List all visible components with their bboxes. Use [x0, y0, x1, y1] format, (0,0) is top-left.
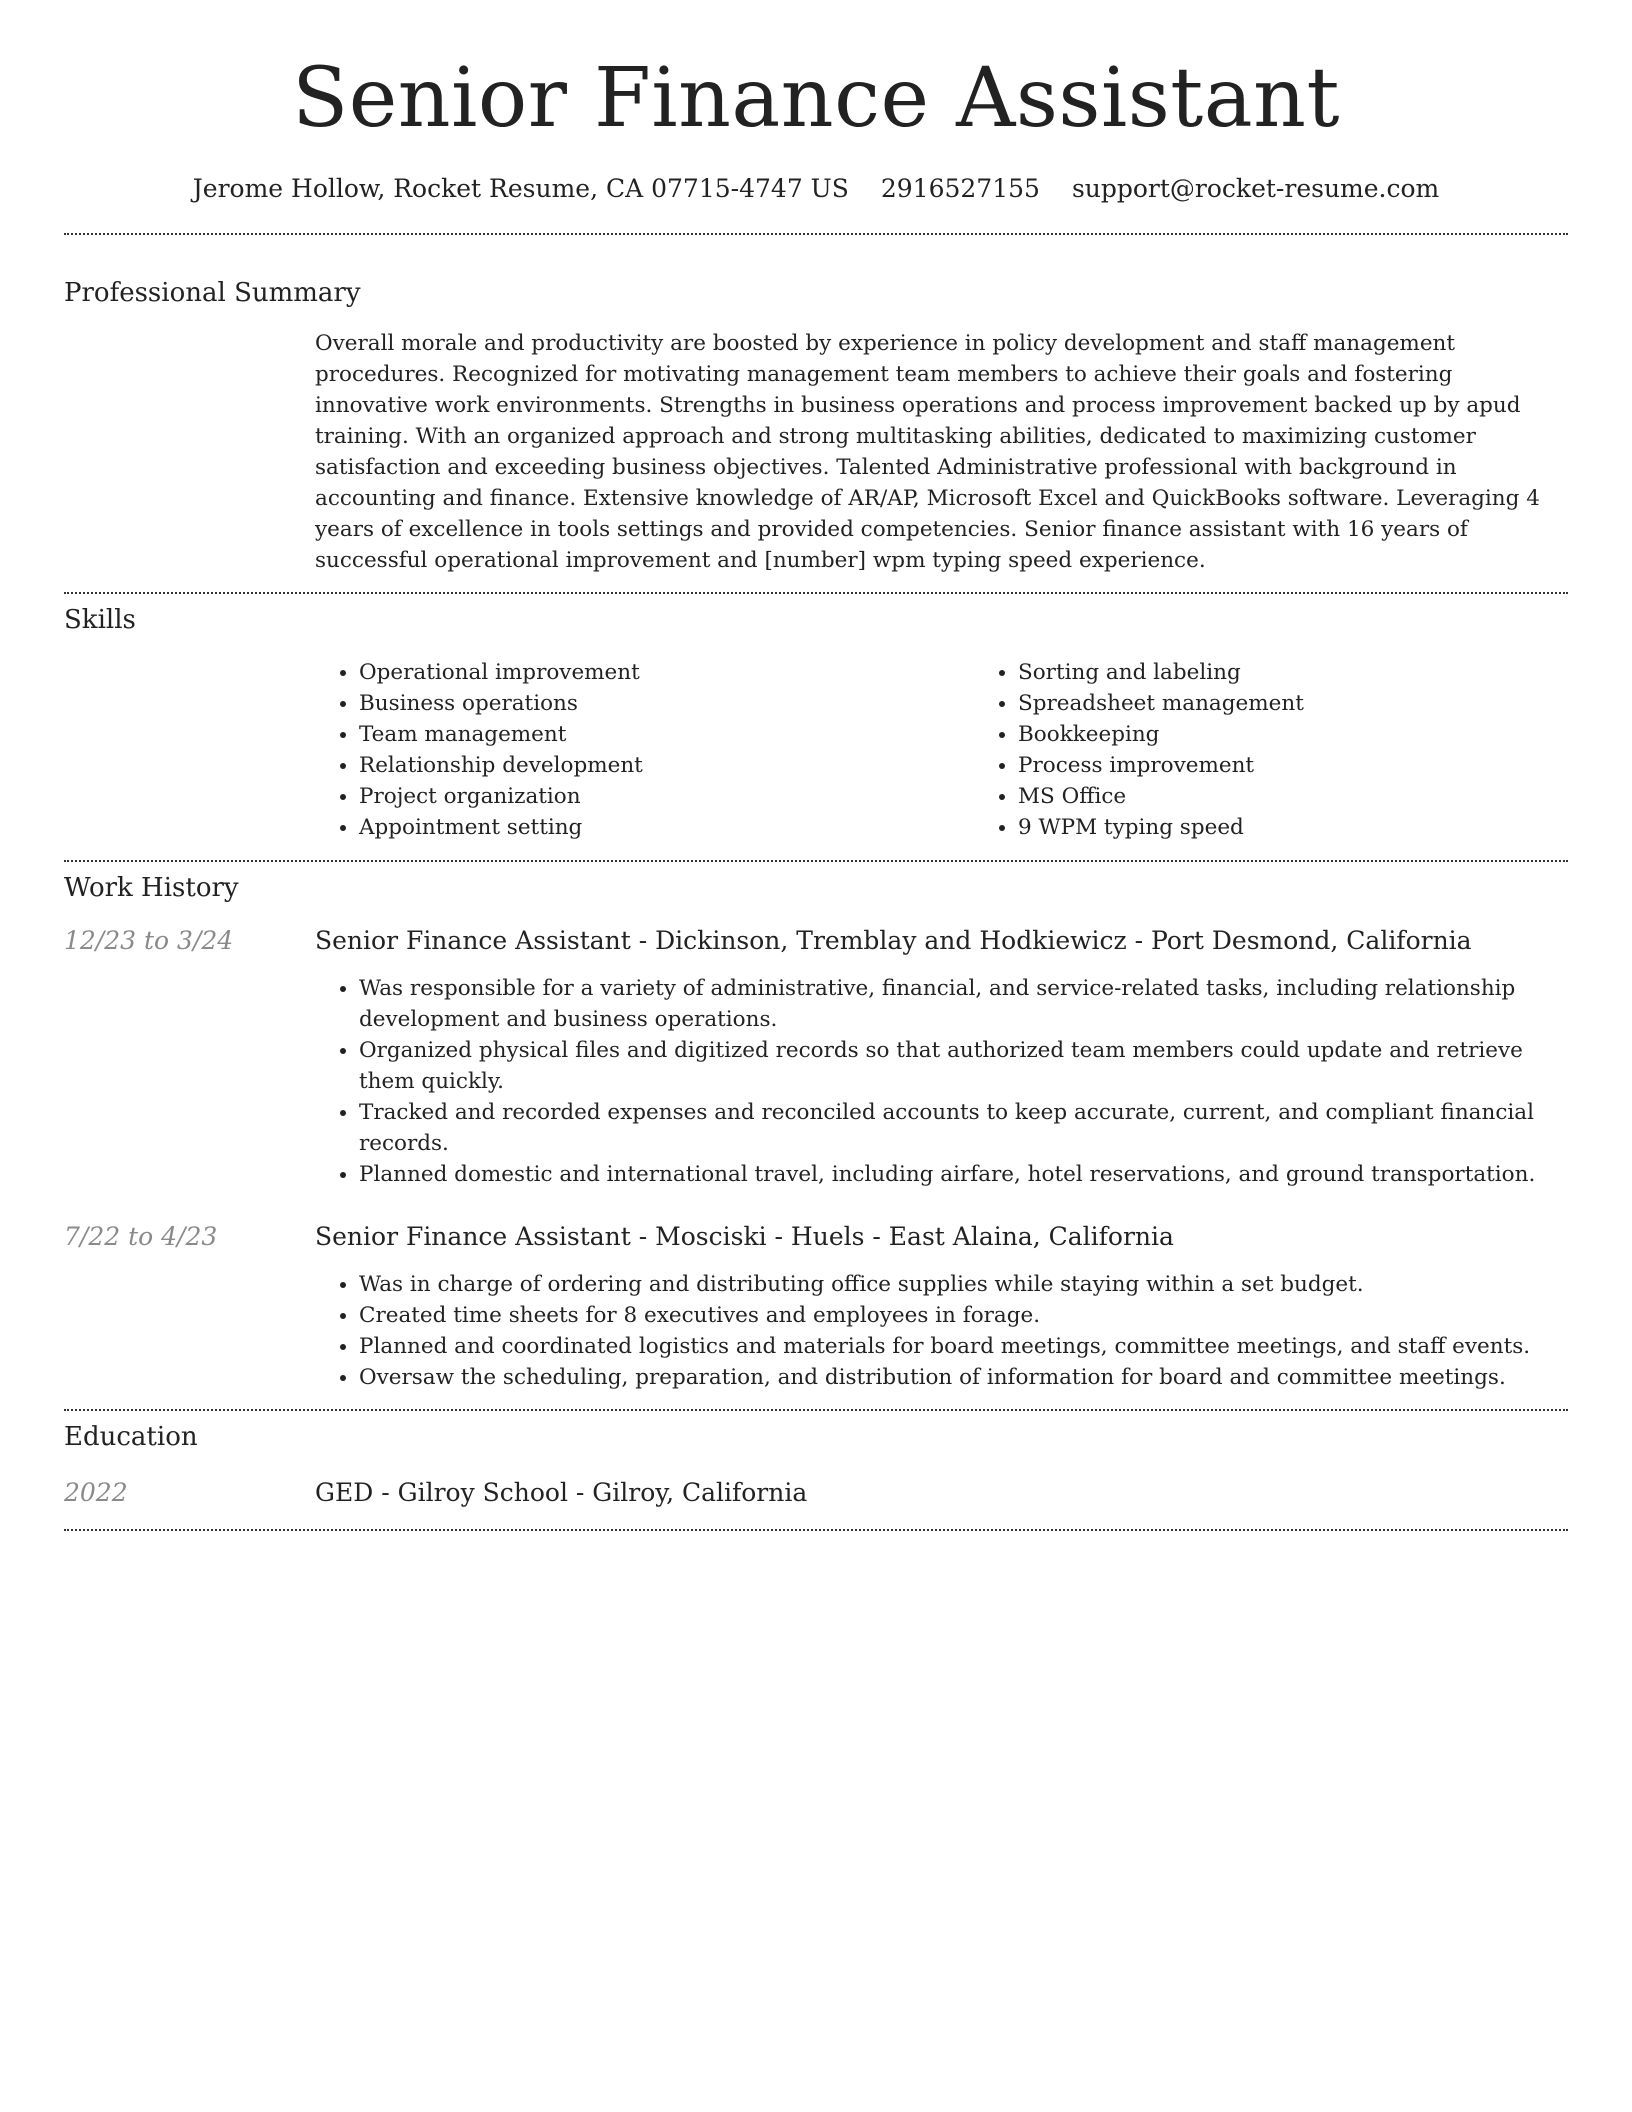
contact-address: Jerome Hollow, Rocket Resume, CA 07715-4747 US	[192, 174, 849, 203]
job-bullet: • Created time sheets for 8 executives and employees in forage.	[359, 1300, 1568, 1331]
skill-item: • Business operations	[359, 688, 974, 719]
skill-item: • Team management	[359, 719, 974, 750]
skills-list-right	[974, 657, 1632, 843]
summary-section	[64, 278, 1568, 576]
skill-item: • Operational improvement	[359, 657, 974, 688]
education-date: 2022	[64, 1478, 128, 1507]
skills-list-left	[315, 657, 974, 843]
job-entry	[64, 1222, 1568, 1393]
job-title: Senior Finance Assistant - Dickinson, Tremblay and Hodkiewicz - Port Desmond, California	[315, 926, 1472, 955]
divider	[64, 1409, 1568, 1411]
contact-line	[64, 174, 1568, 203]
job-date: 7/22 to 4/23	[64, 1222, 218, 1251]
summary-heading: Professional Summary	[64, 278, 361, 308]
contact-email: support@rocket-resume.com	[1071, 174, 1440, 203]
job-title: Senior Finance Assistant - Mosciski - Huels - East Alaina, California	[315, 1222, 1174, 1251]
divider	[64, 233, 1568, 235]
job-bullet: • Planned and coordinated logistics and materials for board meetings, committee meetings, and staff events.	[359, 1331, 1568, 1362]
job-date: 12/23 to 3/24	[64, 926, 234, 955]
education-section	[64, 1422, 1568, 1507]
work-section	[64, 873, 1568, 1393]
skill-item: • Sorting and labeling	[1018, 657, 1632, 688]
job-entry	[64, 926, 1568, 1190]
skill-item: • Process improvement	[1018, 750, 1632, 781]
work-heading: Work History	[64, 873, 239, 903]
divider	[64, 860, 1568, 862]
skills-heading: Skills	[64, 605, 136, 635]
resume-title: Senior Finance Assistant	[292, 51, 1340, 146]
job-bullets	[315, 1269, 1568, 1393]
job-bullet: • Tracked and recorded expenses and reconciled accounts to keep accurate, current, and compliant financial records.	[359, 1097, 1568, 1159]
job-bullets	[315, 973, 1568, 1190]
skills-section	[64, 605, 1568, 843]
skill-item: • Bookkeeping	[1018, 719, 1632, 750]
job-bullet: • Was responsible for a variety of administrative, financial, and service-related tasks, including relationship development and business operations.	[359, 973, 1568, 1035]
divider	[64, 1529, 1568, 1531]
education-heading: Education	[64, 1422, 198, 1452]
skill-item: • Project organization	[359, 781, 974, 812]
job-bullet: • Oversaw the scheduling, preparation, and distribution of information for board and committee meetings.	[359, 1362, 1568, 1393]
skill-item: • Spreadsheet management	[1018, 688, 1632, 719]
skill-item: • MS Office	[1018, 781, 1632, 812]
skill-item: • Relationship development	[359, 750, 974, 781]
summary-text: Overall morale and productivity are boosted by experience in policy development and staff management procedures. Recognized for motivating management team members to achieve their goals and fostering innovative work environments. Strengths in business operations and process improvement backed up by apud training. With an organized approach and strong multitasking abilities, dedicated to maximizing customer satisfaction and exceeding business objectives. Talented Administrative professional with background in accounting and finance. Extensive knowledge of AR/AP, Microsoft Excel and QuickBooks software. Leveraging 4 years of excellence in tools settings and provided competencies. Senior finance assistant with 16 years of successful operational improvement and [number] wpm typing speed experience.	[315, 331, 1540, 573]
skill-item: • Appointment setting	[359, 812, 974, 843]
skill-item: • 9 WPM typing speed	[1018, 812, 1632, 843]
divider	[64, 592, 1568, 594]
contact-phone: 2916527155	[880, 174, 1040, 203]
job-bullet: • Was in charge of ordering and distributing office supplies while staying within a set budget.	[359, 1269, 1568, 1300]
job-bullet: • Organized physical files and digitized records so that authorized team members could update and retrieve them quickly.	[359, 1035, 1568, 1097]
education-entry: GED - Gilroy School - Gilroy, California	[315, 1478, 808, 1507]
job-bullet: • Planned domestic and international travel, including airfare, hotel reservations, and ground transportation.	[359, 1159, 1568, 1190]
